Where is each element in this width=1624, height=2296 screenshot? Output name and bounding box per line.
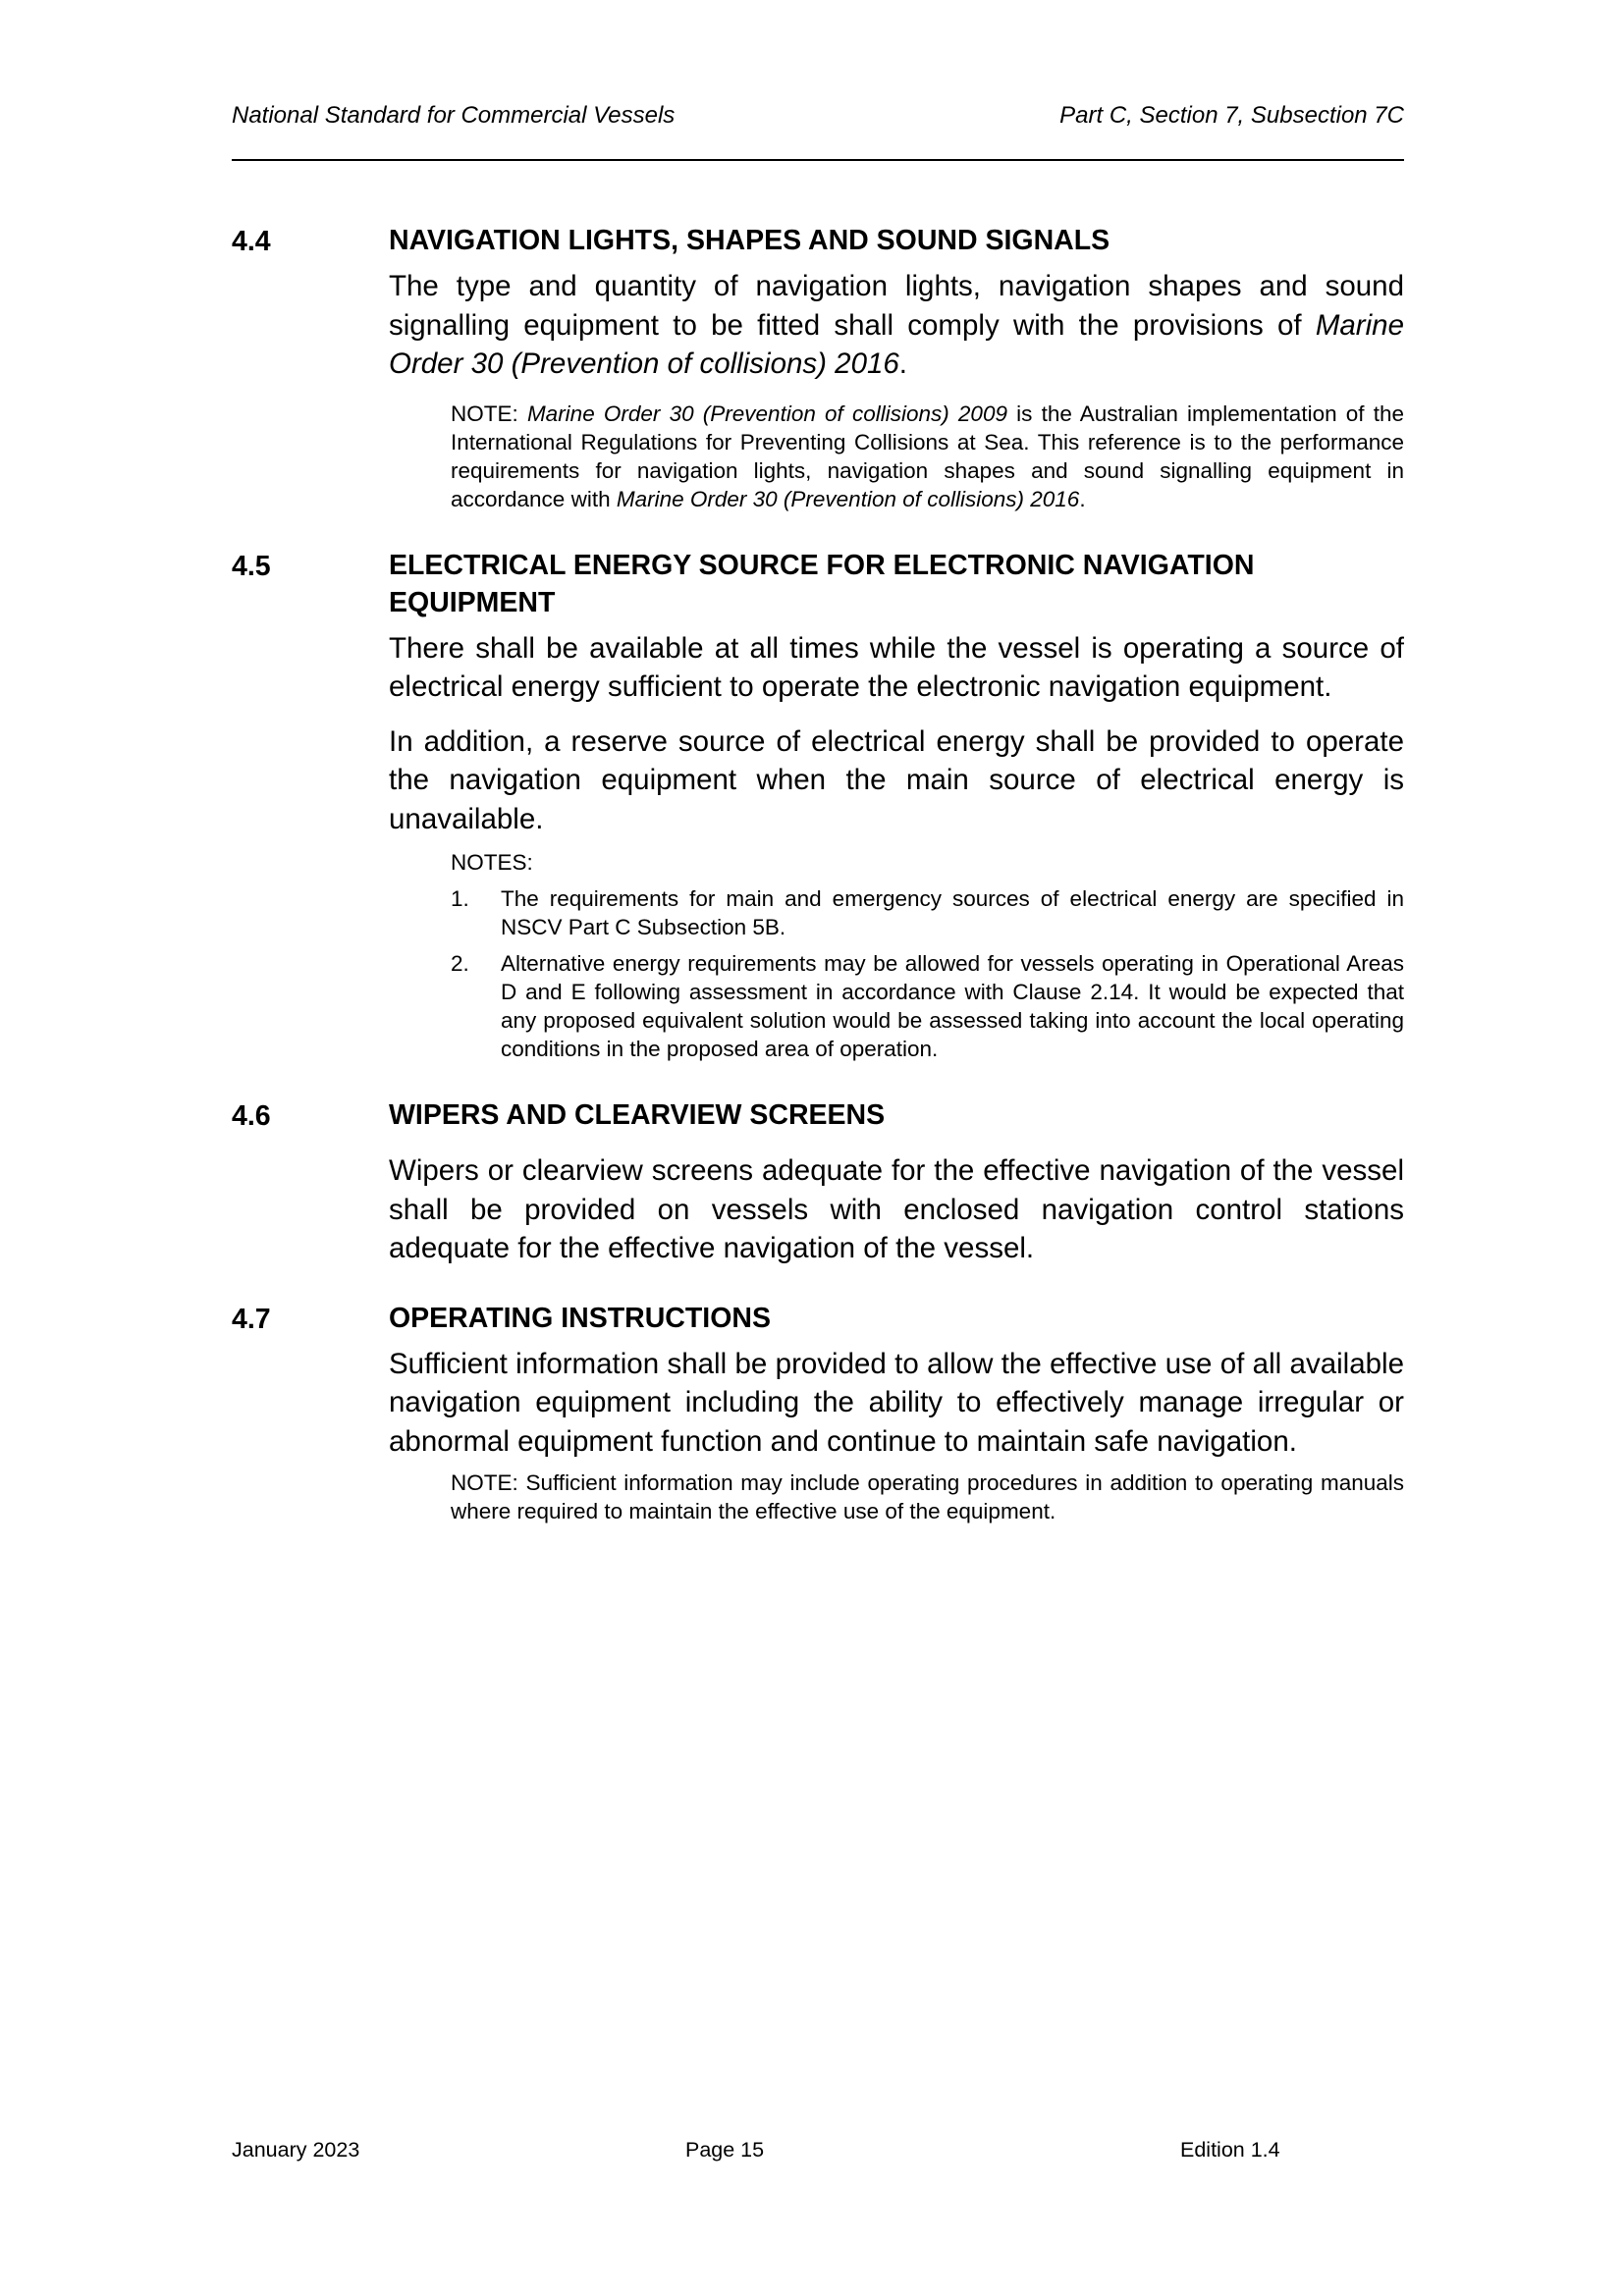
section-title: NAVIGATION LIGHTS, SHAPES AND SOUND SIGNALS: [389, 225, 1110, 256]
section-number: 4.5: [232, 550, 271, 582]
section-4-7: [232, 1300, 1404, 1526]
note-item-number: 2.: [451, 951, 469, 976]
section-4-4: [232, 222, 1404, 513]
section-body: [389, 1300, 1404, 1526]
notes-heading: NOTES:: [451, 850, 533, 875]
section-4-5: [232, 547, 1404, 1064]
section-paragraph: The type and quantity of navigation lights, navigation shapes and sound signalling equipment to be fitted shall comply with the provisions of Marine Order 30 (Prevention of collisions) 2016.: [389, 270, 1404, 380]
footer-date: January 2023: [232, 2138, 360, 2162]
header-document-title: National Standard for Commercial Vessels: [232, 102, 676, 129]
header-section-reference: Part C, Section 7, Subsection 7C: [1059, 102, 1404, 129]
section-number: 4.7: [232, 1303, 271, 1335]
citation: Marine Order 30 (Prevention of collisions) 2016: [389, 308, 1404, 380]
section-number: 4.6: [232, 1100, 271, 1132]
section-number: 4.4: [232, 226, 271, 257]
section-title: WIPERS AND CLEARVIEW SCREENS: [389, 1099, 886, 1131]
note-item-number: 1.: [451, 886, 469, 911]
section-paragraph: There shall be available at all times while the vessel is operating a source of electrical energy sufficient to operate the electronic navigation equipment.: [389, 631, 1404, 703]
page-content: [232, 222, 1404, 1533]
section-paragraph: Wipers or clearview screens adequate for the effective navigation of the vessel shall be provided on vessels with enclosed navigation control stations adequate for the effective navigation of the vessel.: [389, 1154, 1404, 1264]
section-note: NOTE: Sufficient information may include operating procedures in addition to operating manuals where required to maintain the effective use of the equipment.: [451, 1470, 1404, 1523]
section-note: NOTE: Marine Order 30 (Prevention of collisions) 2009 is the Australian implementation of the International Regulations for Preventing Collisions at Sea. This reference is to the performance requirements for navigation lights, navigation shapes and sound signalling equipment in accordance with Marine Order 30 (Prevention of collisions) 2016.: [451, 400, 1404, 511]
section-body: [389, 547, 1404, 1064]
citation: Marine Order 30 (Prevention of collisions) 2009: [526, 400, 1007, 426]
citation: Marine Order 30 (Prevention of collisions) 2016: [616, 486, 1080, 511]
note-item: [451, 884, 1404, 941]
footer-edition: Edition 1.4: [1180, 2138, 1280, 2162]
section-body: [389, 1096, 1404, 1268]
section-body: [389, 222, 1404, 513]
section-title: OPERATING INSTRUCTIONS: [389, 1302, 771, 1334]
section-title: ELECTRICAL ENERGY SOURCE FOR ELECTRONIC NAVIGATION EQUIPMENT: [389, 549, 1255, 618]
page-header: [232, 102, 1404, 161]
footer-page-number: Page 15: [685, 2138, 765, 2162]
note-item-text: Alternative energy requirements may be allowed for vessels operating in Operational Areas D and E following assessment in accordance with Clause 2.14. It would be expected that any proposed equivalent solution would be assessed taking into account the local operating conditions in the proposed area of operation.: [501, 951, 1404, 1061]
section-paragraph: In addition, a reserve source of electrical energy shall be provided to operate the navigation equipment when the main source of electrical energy is unavailable.: [389, 724, 1404, 835]
section-4-6: [232, 1096, 1404, 1268]
note-item: [451, 949, 1404, 1063]
section-paragraph: Sufficient information shall be provided to allow the effective use of all available navigation equipment including the ability to effectively manage irregular or abnormal equipment function and continue to maintain safe navigation.: [389, 1347, 1404, 1458]
note-item-text: The requirements for main and emergency sources of electrical energy are specified in NSCV Part C Subsection 5B.: [501, 886, 1404, 939]
